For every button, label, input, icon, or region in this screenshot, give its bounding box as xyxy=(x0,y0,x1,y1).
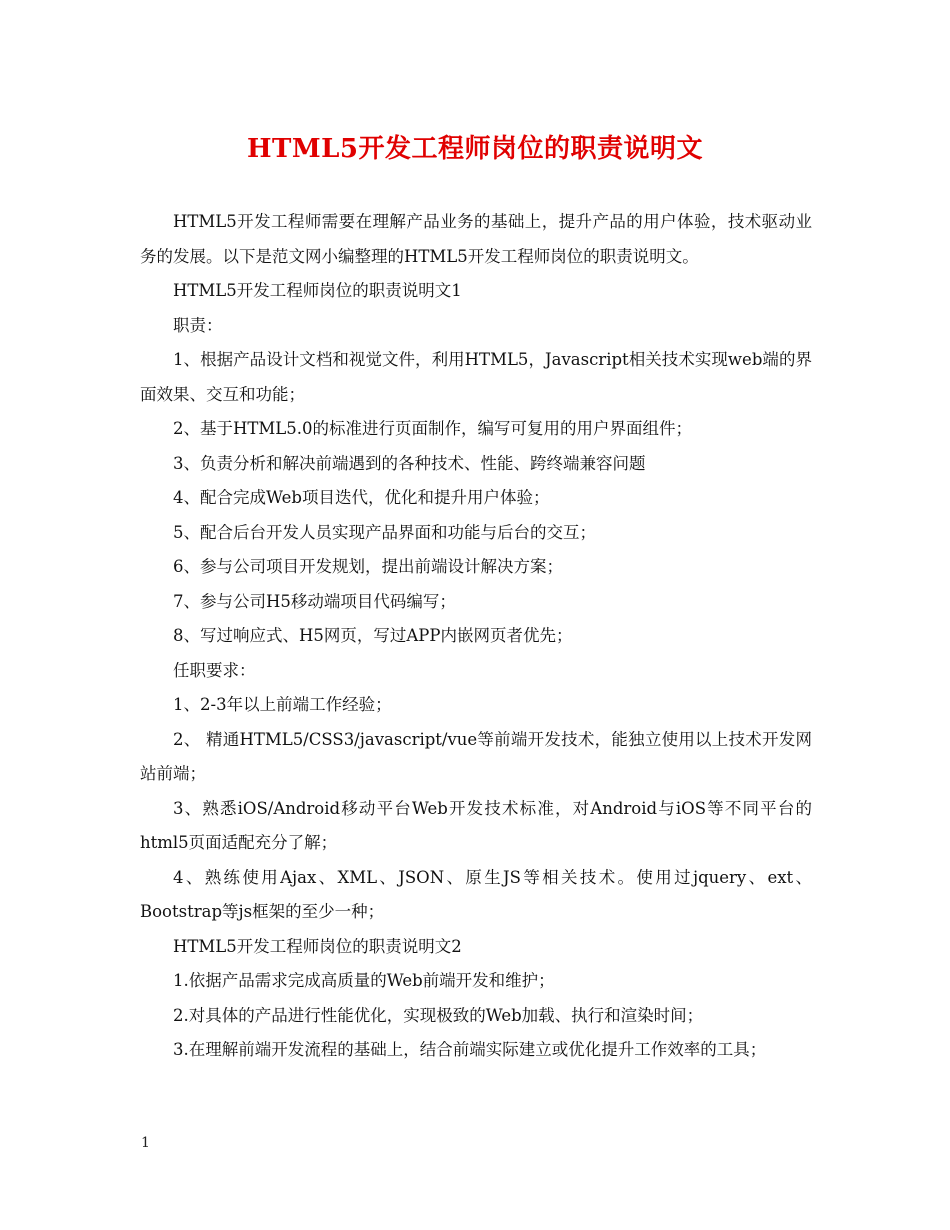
duty-item: 7、参与公司H5移动端项目代码编写； xyxy=(173,591,456,611)
requirements-heading: 任职要求： xyxy=(173,660,256,680)
duty-item: 6、参与公司项目开发规划，提出前端设计解决方案； xyxy=(173,557,563,576)
duty-item: 1、根据产品设计文档和视觉文件，利用HTML5，Javascript相关技术实现web端的界面效果、交互和功能； xyxy=(140,350,812,404)
duty-item: 2、基于HTML5.0的标准进行页面制作，编写可复用的用户界面组件； xyxy=(173,419,692,438)
duty-item: 1.依据产品需求完成高质量的Web前端开发和维护； xyxy=(173,971,555,990)
page-number: 1 xyxy=(141,1135,150,1151)
section-heading-1: HTML5开发工程师岗位的职责说明文1 xyxy=(173,281,462,300)
requirement-item: 2、 精通HTML5/CSS3/javascript/vue等前端开发技术，能独立使用以上技术开发网站前端； xyxy=(140,729,812,783)
requirement-item: 3、熟悉iOS/Android移动平台Web开发技术标准，对Android与iOS等不同平台的html5页面适配充分了解； xyxy=(140,798,812,852)
duty-item: 3.在理解前端开发流程的基础上，结合前端实际建立或优化提升工作效率的工具； xyxy=(173,1040,767,1059)
intro-paragraph: HTML5开发工程师需要在理解产品业务的基础上，提升产品的用户体验，技术驱动业务的发展。以下是范文网小编整理的HTML5开发工程师岗位的职责说明文。 xyxy=(140,212,812,266)
document-title: HTML5开发工程师岗位的职责说明文 xyxy=(246,134,704,164)
duty-item: 8、写过响应式、H5网页，写过APP内嵌网页者优先； xyxy=(173,626,573,645)
duties-heading: 职责： xyxy=(173,315,223,335)
document-body xyxy=(140,205,812,1068)
duty-item: 5、配合后台开发人员实现产品界面和功能与后台的交互； xyxy=(173,522,596,542)
requirement-item: 4、熟练使用Ajax、XML、JSON、原生JS等相关技术。使用过jquery、ext、Bootstrap等js框架的至少一种； xyxy=(140,867,812,921)
duty-item: 2.对具体的产品进行性能优化，实现极致的Web加载、执行和渲染时间； xyxy=(173,1005,704,1025)
duty-item: 4、配合完成Web项目迭代，优化和提升用户体验； xyxy=(173,488,550,507)
section-heading-2: HTML5开发工程师岗位的职责说明文2 xyxy=(173,936,462,956)
duty-item: 3、负责分析和解决前端遇到的各种技术、性能、跨终端兼容问题 xyxy=(173,453,646,473)
requirement-item: 1、2-3年以上前端工作经验； xyxy=(173,695,392,714)
